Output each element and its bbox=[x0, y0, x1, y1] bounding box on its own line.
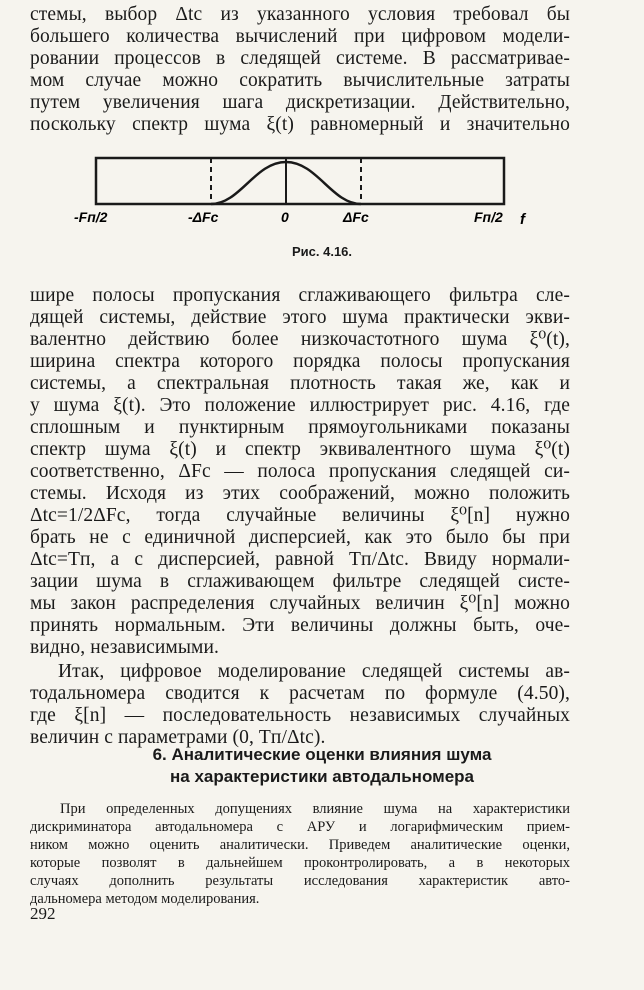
section-heading-line2: на характеристики автодальномера bbox=[170, 767, 474, 786]
section-heading-line1: 6. Аналитические оценки влияния шума bbox=[152, 745, 492, 764]
text-line: которые позволят в дальнейшем проконтролировать, а в некоторых bbox=[30, 855, 570, 871]
text-line: валентно действию более низкочастотного шума ξ⁰(t), bbox=[30, 329, 570, 350]
label-left-edge: -Fп/2 bbox=[74, 209, 108, 225]
text-line: шире полосы пропускания сглаживающего фильтра сле- bbox=[30, 285, 570, 306]
text-line: большего количества вычислений при цифровом модели- bbox=[30, 26, 570, 47]
label-axis-f: f bbox=[520, 211, 525, 228]
text-line: ширина спектра которого порядка полосы пропускания bbox=[30, 351, 570, 372]
text-line: дящей системы, действие этого шума практически экви- bbox=[30, 307, 570, 328]
text-line: зации шума в сглаживающем фильтре следящей систе- bbox=[30, 571, 570, 592]
text-line: соответственно, ΔFc — полоса пропускания следящей си- bbox=[30, 461, 570, 482]
text-line: дискриминатора автодальномера с АРУ и логарифмическим прием- bbox=[30, 819, 570, 835]
label-zero: 0 bbox=[281, 209, 289, 225]
text-line: мы закон распределения случайных величин ξ⁰[n] можно bbox=[30, 593, 570, 614]
label-left-cutoff: -ΔFc bbox=[188, 209, 219, 225]
text-line: ровании процессов в следящей системе. В рассматривае- bbox=[30, 48, 570, 69]
text-line: сплошным и пунктирным прямоугольниками показаны bbox=[30, 417, 570, 438]
text-line: Δtc=1/2ΔFc, тогда случайные величины ξ⁰[n] нужно bbox=[30, 505, 570, 526]
label-right-cutoff: ΔFc bbox=[343, 209, 369, 225]
text-line: принять нормальным. Эти величины должны быть, оче- bbox=[30, 615, 570, 636]
text-line: стемы, выбор Δtc из указанного условия требовал бы bbox=[30, 4, 570, 25]
text-line: брать не с единичной дисперсией, как это было бы при bbox=[30, 527, 570, 548]
text-line: спектр шума ξ(t) и спектр эквивалентного шума ξ⁰(t) bbox=[30, 439, 570, 460]
text-line: дальномера методом моделирования. bbox=[30, 891, 260, 907]
text-line: путем увеличения шага дискретизации. Действительно, bbox=[30, 92, 570, 113]
text-line: величин с параметрами (0, Tп/Δtc). bbox=[30, 727, 326, 748]
text-line: у шума ξ(t). Это положение иллюстрирует рис. 4.16, где bbox=[30, 395, 570, 416]
text-line: системы, а спектральная плотность такая же, как и bbox=[30, 373, 570, 394]
text-line: стемы. Исходя из этих соображений, можно положить bbox=[30, 483, 570, 504]
text-line: тодальномера сводится к расчетам по формуле (4.50), bbox=[30, 683, 570, 704]
text-line: ником можно оценить аналитически. Приведем аналитические оценки, bbox=[30, 837, 570, 853]
text-line: поскольку спектр шума ξ(t) равномерный и значительно bbox=[30, 114, 570, 135]
text-line: Итак, цифровое моделирование следящей системы ав- bbox=[58, 661, 570, 682]
text-line: При определенных допущениях влияние шума на характеристики bbox=[60, 801, 570, 817]
text-line: случаях дополнить результаты исследования характеристик авто- bbox=[30, 873, 570, 889]
label-right-edge: Fп/2 bbox=[474, 209, 503, 225]
figure-caption: Рис. 4.16. bbox=[291, 244, 353, 259]
text-line: где ξ[n] — последовательность независимых случайных bbox=[30, 705, 570, 726]
text-line: мом случае можно сократить вычислительные затраты bbox=[30, 70, 570, 91]
text-line: видно, независимыми. bbox=[30, 637, 220, 658]
text-line: Δtc=Tп, а с дисперсией, равной Tп/Δtc. Ввиду нормали- bbox=[30, 549, 570, 570]
page-number: 292 bbox=[30, 904, 56, 923]
